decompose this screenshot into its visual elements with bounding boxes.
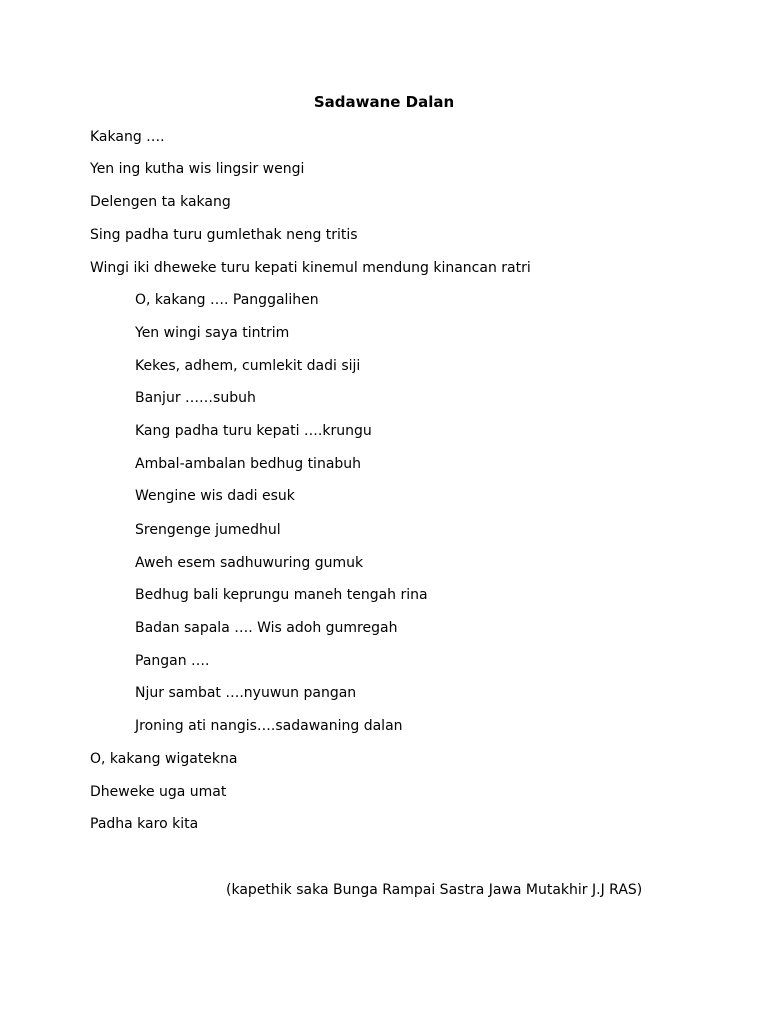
poem-line-indented: Yen wingi saya tintrim: [135, 325, 290, 341]
poem-line-indented: Kang padha turu kepati ….krungu: [135, 423, 372, 439]
poem-line: Wingi iki dheweke turu kepati kinemul mendung kinancan ratri: [90, 260, 531, 276]
poem-line-indented: Banjur ……subuh: [135, 390, 256, 406]
poem-line-indented: Srengenge jumedhul: [135, 522, 281, 538]
poem-line-indented: Bedhug bali keprungu maneh tengah rina: [135, 587, 428, 603]
poem-line: Yen ing kutha wis lingsir wengi: [90, 161, 305, 177]
poem-line-indented: Pangan ….: [135, 653, 210, 669]
poem-line-indented: Ambal-ambalan bedhug tinabuh: [135, 456, 362, 472]
poem-title: Sadawane Dalan: [313, 93, 455, 111]
poem-line-indented: Jroning ati nangis….sadawaning dalan: [135, 718, 403, 734]
poem-line: Padha karo kita: [90, 816, 199, 832]
poem-line: Delengen ta kakang: [90, 194, 231, 210]
poem-line-indented: Wengine wis dadi esuk: [135, 488, 295, 504]
poem-line: Kakang ….: [90, 129, 165, 145]
poem-line-indented: Aweh esem sadhuwuring gumuk: [135, 555, 364, 571]
poem-line: Sing padha turu gumlethak neng tritis: [90, 227, 358, 243]
source-citation: (kapethik saka Bunga Rampai Sastra Jawa Mutakhir J.J RAS): [226, 882, 643, 898]
poem-line-indented: Kekes, adhem, cumlekit dadi siji: [135, 358, 361, 374]
poem-line-indented: Badan sapala …. Wis adoh gumregah: [135, 620, 398, 636]
poem-line: Dheweke uga umat: [90, 784, 227, 800]
poem-line-indented: Njur sambat ….nyuwun pangan: [135, 685, 357, 701]
poem-line: O, kakang wigatekna: [90, 751, 238, 767]
poem-line-indented: O, kakang …. Panggalihen: [135, 292, 319, 308]
